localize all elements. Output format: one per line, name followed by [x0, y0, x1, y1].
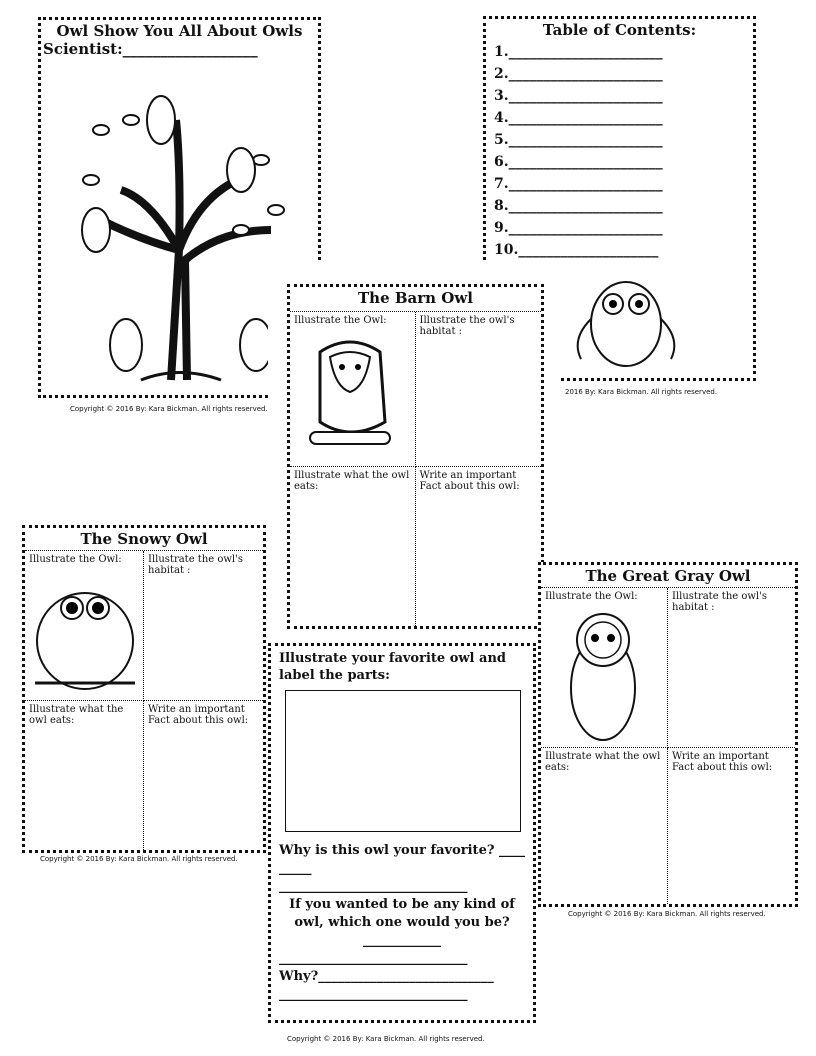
cell-label: Illustrate what the owl eats:	[294, 470, 410, 492]
snowy-copyright: Copyright © 2016 By: Kara Bickman. All rights reserved.	[40, 855, 238, 863]
eats-box[interactable]	[541, 748, 668, 904]
cell-label: Illustrate what the owl eats:	[545, 751, 661, 773]
owl-tree-illustration	[61, 80, 301, 390]
cell-label: Illustrate the owl's habitat :	[672, 591, 768, 613]
drawing-box[interactable]	[285, 690, 521, 832]
toc-line[interactable]: 8.______________________	[494, 198, 663, 214]
illustrate-owl-box[interactable]	[290, 312, 416, 467]
toc-line[interactable]: 7.______________________	[494, 176, 663, 192]
barn-owl-page	[287, 284, 544, 629]
snowy-owl-page	[22, 525, 266, 853]
answer-line[interactable]: _____________________________	[279, 987, 468, 1002]
toc-line[interactable]: 4.______________________	[494, 110, 663, 126]
eats-box[interactable]	[290, 467, 416, 626]
answer-line[interactable]: _____________________________	[279, 951, 468, 966]
owl-illustration	[571, 269, 681, 369]
why-favorite-question[interactable]: Why is this owl your favorite? _________	[279, 843, 525, 876]
cell-label: Illustrate the owl's habitat :	[148, 554, 244, 576]
answer-line[interactable]: _____________________________	[279, 879, 468, 894]
cell-label: Illustrate the owl's habitat :	[419, 315, 515, 337]
favorite-owl-page	[268, 643, 536, 1023]
snowy-owl-illustration	[30, 573, 140, 693]
illustrate-owl-box[interactable]	[541, 588, 668, 748]
illustrate-owl-box[interactable]	[25, 551, 144, 701]
snowy-owl-title: The Snowy Owl	[80, 530, 208, 548]
cell-label: Illustrate what the owl eats:	[29, 704, 124, 726]
gray-copyright: Copyright © 2016 By: Kara Bickman. All rights reserved.	[568, 910, 766, 918]
fact-box[interactable]	[668, 748, 795, 904]
eats-box[interactable]	[25, 701, 144, 850]
toc-line[interactable]: 6.______________________	[494, 154, 663, 170]
great-gray-owl-title: The Great Gray Owl	[585, 567, 751, 585]
favorite-prompt: Illustrate your favorite owl and label the parts:	[279, 651, 506, 683]
cell-label: Illustrate the Owl:	[29, 554, 122, 565]
habitat-box[interactable]	[668, 588, 795, 748]
cell-label: Illustrate the Owl:	[545, 591, 638, 602]
which-owl-question[interactable]: If you wanted to be any kind of owl, which one would you be? ____________	[289, 897, 515, 948]
habitat-box[interactable]	[144, 551, 263, 701]
great-gray-owl-illustration	[563, 608, 643, 743]
cell-label: Write an important Fact about this owl:	[419, 470, 520, 492]
fact-box[interactable]	[416, 467, 542, 626]
cell-label: Write an important Fact about this owl:	[672, 751, 773, 773]
scientist-field[interactable]: Scientist:__________________	[43, 40, 258, 58]
toc-line[interactable]: 3.______________________	[494, 88, 663, 104]
barn-owl-title: The Barn Owl	[358, 289, 473, 307]
toc-copyright: 2016 By: Kara Bickman. All rights reserved.	[565, 388, 718, 396]
cell-label: Write an important Fact about this owl:	[148, 704, 249, 726]
cell-label: Illustrate the Owl:	[294, 315, 387, 326]
barn-owl-illustration	[305, 332, 395, 457]
toc-line[interactable]: 10.____________________	[494, 242, 659, 258]
toc-line[interactable]: 2.______________________	[494, 66, 663, 82]
favorite-copyright: Copyright © 2016 By: Kara Bickman. All rights reserved.	[287, 1035, 485, 1043]
toc-line[interactable]: 1.______________________	[494, 44, 663, 60]
why-question[interactable]: Why?___________________________	[279, 969, 494, 984]
toc-line[interactable]: 9.______________________	[494, 220, 663, 236]
cover-copyright: Copyright © 2016 By: Kara Bickman. All rights reserved.	[70, 405, 268, 413]
great-gray-owl-page	[538, 562, 798, 907]
fact-box[interactable]	[144, 701, 263, 850]
cover-title: Owl Show You All About Owls	[56, 22, 303, 40]
toc-title: Table of Contents:	[542, 21, 697, 39]
toc-line[interactable]: 5.______________________	[494, 132, 663, 148]
habitat-box[interactable]	[416, 312, 542, 467]
